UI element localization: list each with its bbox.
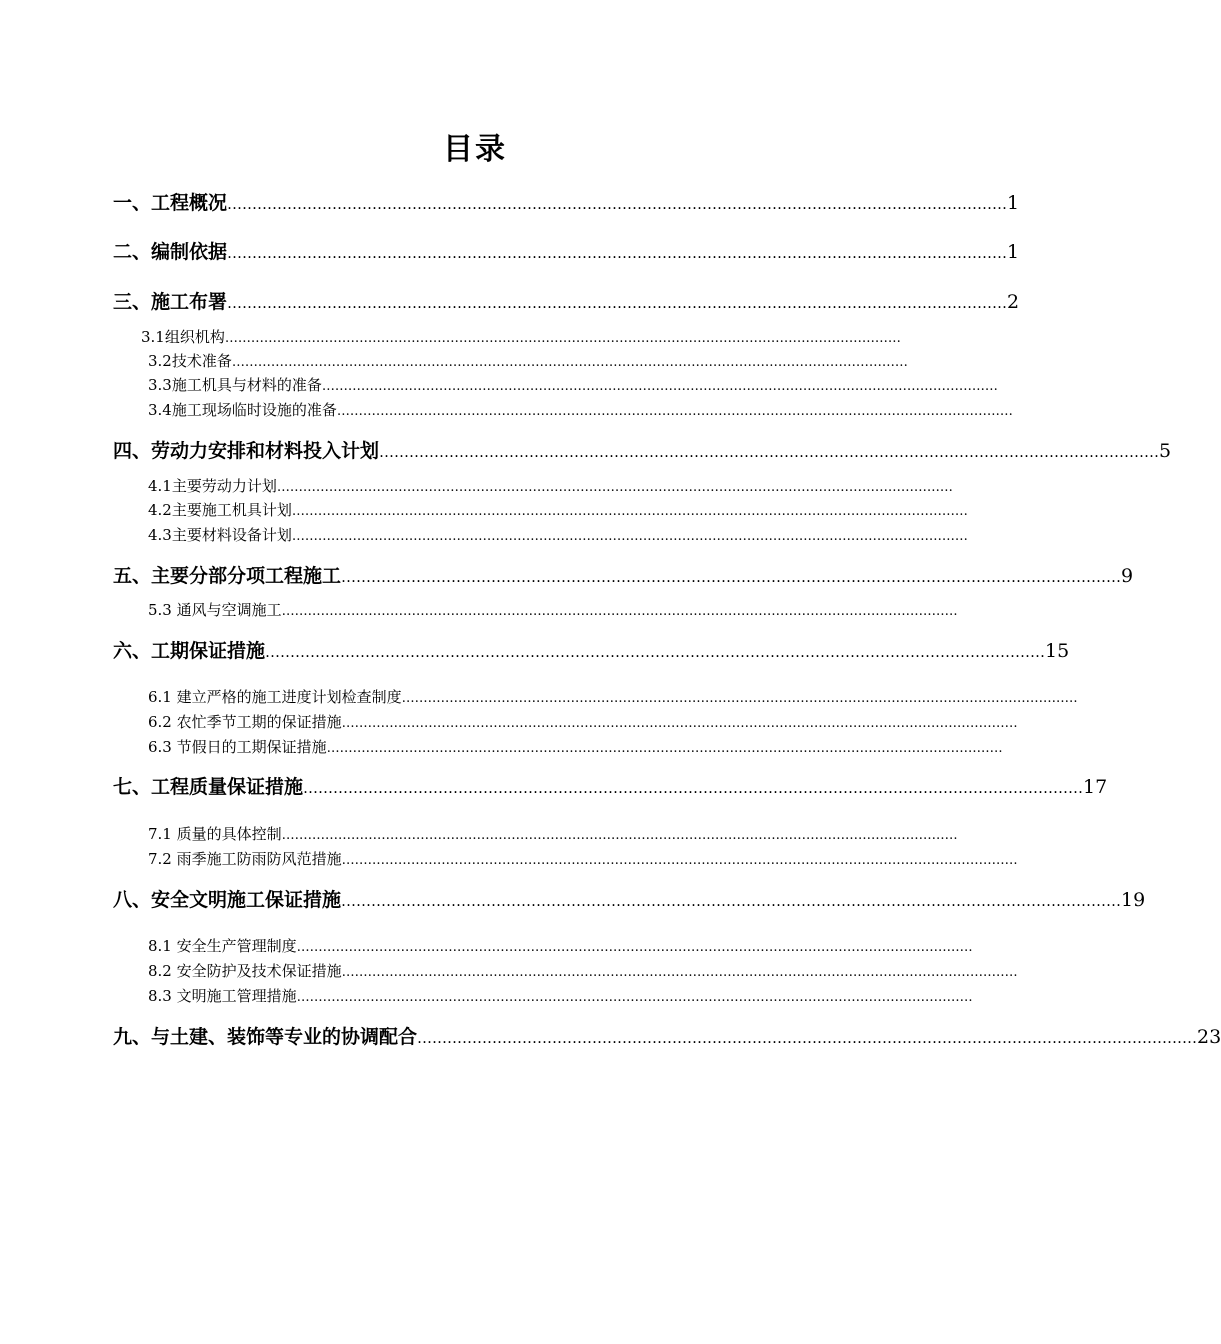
toc-entry-label: 六、工期保证措施 (113, 640, 266, 662)
toc-subentry-3-1[interactable] (141, 326, 901, 350)
toc-subentry-label: 6.3 节假日的工期保证措施 (148, 738, 327, 756)
dot-leader: ………………………………………………………………………………………………………………………………………… (265, 643, 1046, 661)
toc-subentry-label: 3.2技术准备 (148, 352, 232, 370)
dot-leader: ………………………………………………………………………………………………………………………………………… (291, 529, 968, 544)
dot-leader: ………………………………………………………………………………………………………………………………………… (341, 853, 1018, 868)
toc-subentry-7-1[interactable] (148, 823, 958, 847)
toc-subentry-label: 7.1 质量的具体控制 (148, 825, 282, 843)
dot-leader: ………………………………………………………………………………………………………………………………………… (326, 741, 1003, 756)
toc-subentry-label: 5.3 通风与空调施工 (148, 601, 282, 619)
toc-subentry-label: 8.3 文明施工管理措施 (148, 987, 297, 1005)
toc-subentry-label: 4.1主要劳动力计划 (148, 477, 277, 495)
toc-subentry-3-3[interactable] (148, 374, 998, 398)
dot-leader: ………………………………………………………………………………………………………………………………………… (276, 480, 953, 495)
dot-leader: ………………………………………………………………………………………………………………………………………… (401, 691, 1078, 706)
toc-entry-page: 1 (1007, 241, 1020, 263)
toc-entry-label: 四、劳动力安排和材料投入计划 (113, 440, 380, 462)
dot-leader: ………………………………………………………………………………………………………………………………………… (417, 1029, 1198, 1047)
dot-leader: ………………………………………………………………………………………………………………………………………… (224, 331, 901, 346)
toc-entry-label: 八、安全文明施工保证措施 (113, 889, 342, 911)
toc-entry-label: 九、与土建、装饰等专业的协调配合 (113, 1026, 418, 1048)
toc-entry-page: 2 (1007, 291, 1020, 313)
toc-subentry-label: 3.1组织机构 (141, 328, 225, 346)
dot-leader: ………………………………………………………………………………………………………………………………………… (341, 965, 1018, 980)
toc-entry-label: 五、主要分部分项工程施工 (113, 565, 342, 587)
dot-leader: ………………………………………………………………………………………………………………………………………… (281, 604, 958, 619)
toc-subentry-8-2[interactable] (148, 960, 1018, 984)
toc-entry-page: 23 (1197, 1026, 1221, 1048)
toc-entry-page: 15 (1045, 640, 1070, 662)
dot-leader: ………………………………………………………………………………………………………………………………………… (296, 940, 973, 955)
dot-leader: ………………………………………………………………………………………………………………………………………… (321, 379, 998, 394)
dot-leader: ………………………………………………………………………………………………………………………………………… (231, 355, 908, 370)
dot-leader: ………………………………………………………………………………………………………………………………………… (227, 244, 1008, 262)
toc-subentry-3-4[interactable] (148, 399, 1013, 423)
toc-entry-5[interactable] (113, 561, 1134, 591)
toc-entry-page: 17 (1083, 776, 1108, 798)
toc-subentry-7-2[interactable] (148, 848, 1018, 872)
toc-subentry-label: 4.3主要材料设备计划 (148, 526, 292, 544)
toc-entry-label: 七、工程质量保证措施 (113, 776, 304, 798)
toc-subentry-6-1[interactable] (148, 686, 1078, 710)
toc-subentry-label: 3.4施工现场临时设施的准备 (148, 401, 337, 419)
toc-entry-2[interactable] (113, 237, 1020, 267)
dot-leader: ………………………………………………………………………………………………………………………………………… (379, 443, 1160, 461)
toc-entry-page: 1 (1007, 192, 1020, 214)
toc-subentry-8-3[interactable] (148, 985, 973, 1009)
toc-subentry-4-3[interactable] (148, 524, 968, 548)
toc-entry-3[interactable] (113, 287, 1020, 317)
dot-leader: ………………………………………………………………………………………………………………………………………… (303, 779, 1084, 797)
toc-entry-8[interactable] (113, 885, 1146, 915)
toc-entry-label: 一、工程概况 (113, 192, 228, 214)
toc-subentry-8-1[interactable] (148, 935, 973, 959)
toc-subentry-3-2[interactable] (148, 350, 908, 374)
toc-entry-page: 19 (1121, 889, 1146, 911)
dot-leader: ………………………………………………………………………………………………………………………………………… (227, 195, 1008, 213)
toc-entry-label: 二、编制依据 (113, 241, 228, 263)
dot-leader: ………………………………………………………………………………………………………………………………………… (336, 404, 1013, 419)
toc-entry-7[interactable] (113, 772, 1108, 802)
toc-entry-page: 5 (1159, 440, 1172, 462)
toc-entry-6[interactable] (113, 636, 1070, 666)
toc-subentry-5-3[interactable] (148, 599, 958, 623)
toc-subentry-label: 6.1 建立严格的施工进度计划检查制度 (148, 688, 402, 706)
dot-leader: ………………………………………………………………………………………………………………………………………… (341, 892, 1122, 910)
dot-leader: ………………………………………………………………………………………………………………………………………… (281, 828, 958, 843)
toc-subentry-4-1[interactable] (148, 475, 953, 499)
toc-subentry-6-3[interactable] (148, 736, 1003, 760)
toc-entry-4[interactable] (113, 436, 1172, 466)
toc-entry-label: 三、施工布署 (113, 291, 228, 313)
toc-entry-page: 9 (1121, 565, 1134, 587)
dot-leader: ………………………………………………………………………………………………………………………………………… (291, 504, 968, 519)
toc-entry-1[interactable] (113, 188, 1020, 218)
toc-subentry-4-2[interactable] (148, 499, 968, 523)
dot-leader: ………………………………………………………………………………………………………………………………………… (341, 568, 1122, 586)
dot-leader: ………………………………………………………………………………………………………………………………………… (296, 990, 973, 1005)
toc-subentry-label: 6.2 农忙季节工期的保证措施 (148, 713, 342, 731)
toc-subentry-label: 3.3施工机具与材料的准备 (148, 376, 322, 394)
toc-subentry-label: 7.2 雨季施工防雨防风范措施 (148, 850, 342, 868)
dot-leader: ………………………………………………………………………………………………………………………………………… (341, 716, 1018, 731)
toc-subentry-label: 8.2 安全防护及技术保证措施 (148, 962, 342, 980)
toc-title: 目录 (443, 132, 507, 167)
dot-leader: ………………………………………………………………………………………………………………………………………… (227, 294, 1008, 312)
toc-subentry-label: 8.1 安全生产管理制度 (148, 937, 297, 955)
toc-entry-9[interactable] (113, 1022, 1221, 1052)
toc-subentry-label: 4.2主要施工机具计划 (148, 501, 292, 519)
toc-subentry-6-2[interactable] (148, 711, 1018, 735)
